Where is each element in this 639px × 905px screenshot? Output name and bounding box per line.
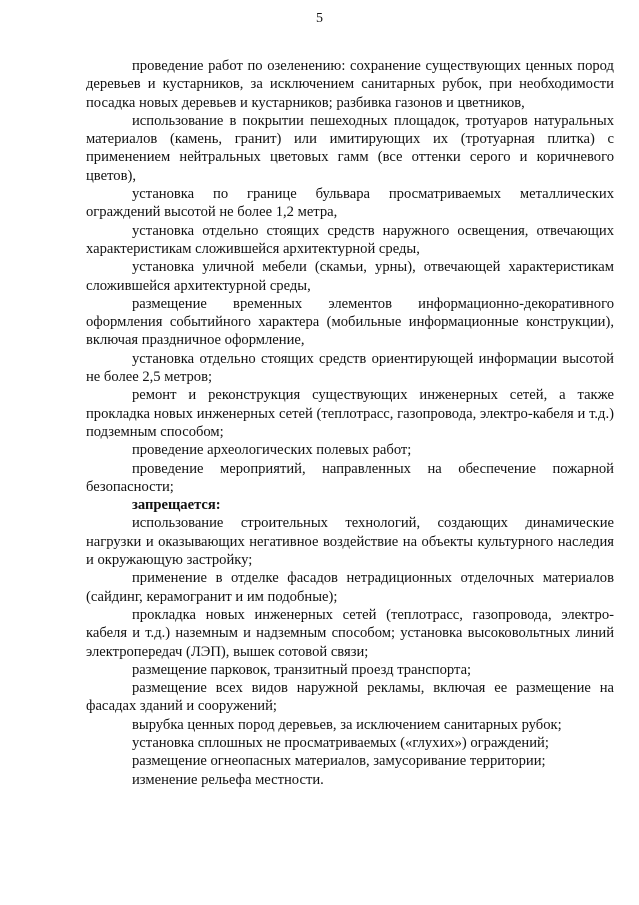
allowed-item: установка уличной мебели (скамьи, урны), отвечающей характеристикам сложившейся архитектурной среды, <box>86 259 614 294</box>
allowed-item: проведение работ по озеленению: сохранение существующих ценных пород деревьев и кустарников, за исключением санитарных рубок, при необходимости посадка новых деревьев и кустарников; разбивка газонов и цветников, <box>86 58 614 111</box>
allowed-item: размещение временных элементов информационно-декоративного оформления событийного характера (мобильные информационные конструкции), включая праздничное оформление, <box>86 295 614 349</box>
prohibited-item: прокладка новых инженерных сетей (теплотрасс, газопровода, электро-кабеля и т.д.) наземным и надземным способом; установка высоковольтных линий электропередач (ЛЭП), вышек сотовой связи; <box>86 606 614 660</box>
allowed-item: установка по границе бульвара просматриваемых металлических ограждений высотой не более 1,2 метра, <box>86 186 614 221</box>
prohibited-item: изменение рельефа местности. <box>132 771 324 788</box>
allowed-item: использование в покрытии пешеходных площадок, тротуаров натуральных материалов (камень, гранит) или имитирующих их (тротуарная плитка) с применением нейтральных цветовых гамм (все оттенки серого и коричневого цветов), <box>86 112 614 184</box>
prohibited-item: использование строительных технологий, создающих динамические нагрузки и оказывающих негативное воздействие на объекты культурного наследия и окружающую застройку; <box>86 515 614 569</box>
prohibited-item: применение в отделке фасадов нетрадиционных отделочных материалов (сайдинг, керамогранит и им подобные); <box>86 570 614 605</box>
prohibited-item: установка сплошных не просматриваемых («глухих») ограждений; <box>132 734 549 751</box>
allowed-item: ремонт и реконструкция существующих инженерных сетей, а также прокладка новых инженерных сетей (теплотрасс, газопровода, электро-кабеля и т.д.) подземным способом; <box>86 387 614 440</box>
prohibited-item: размещение всех видов наружной рекламы, включая ее размещение на фасадах зданий и сооружений; <box>86 680 614 715</box>
prohibited-item: вырубка ценных пород деревьев, за исключением санитарных рубок; <box>132 716 562 733</box>
prohibited-heading: запрещается: <box>132 497 221 514</box>
page-number: 5 <box>316 11 323 26</box>
allowed-item: установка отдельно стоящих средств ориентирующей информации высотой не более 2,5 метров; <box>86 350 614 386</box>
document-body <box>86 57 614 789</box>
prohibited-item: размещение парковок, транзитный проезд транспорта; <box>132 661 472 678</box>
allowed-item: проведение мероприятий, направленных на обеспечение пожарной безопасности; <box>86 460 614 495</box>
prohibited-item: размещение огнеопасных материалов, замусоривание территории; <box>132 753 546 770</box>
allowed-item: установка отдельно стоящих средств наружного освещения, отвечающих характеристикам сложившейся архитектурной среды, <box>86 222 614 257</box>
allowed-item: проведение археологических полевых работ; <box>132 442 412 459</box>
